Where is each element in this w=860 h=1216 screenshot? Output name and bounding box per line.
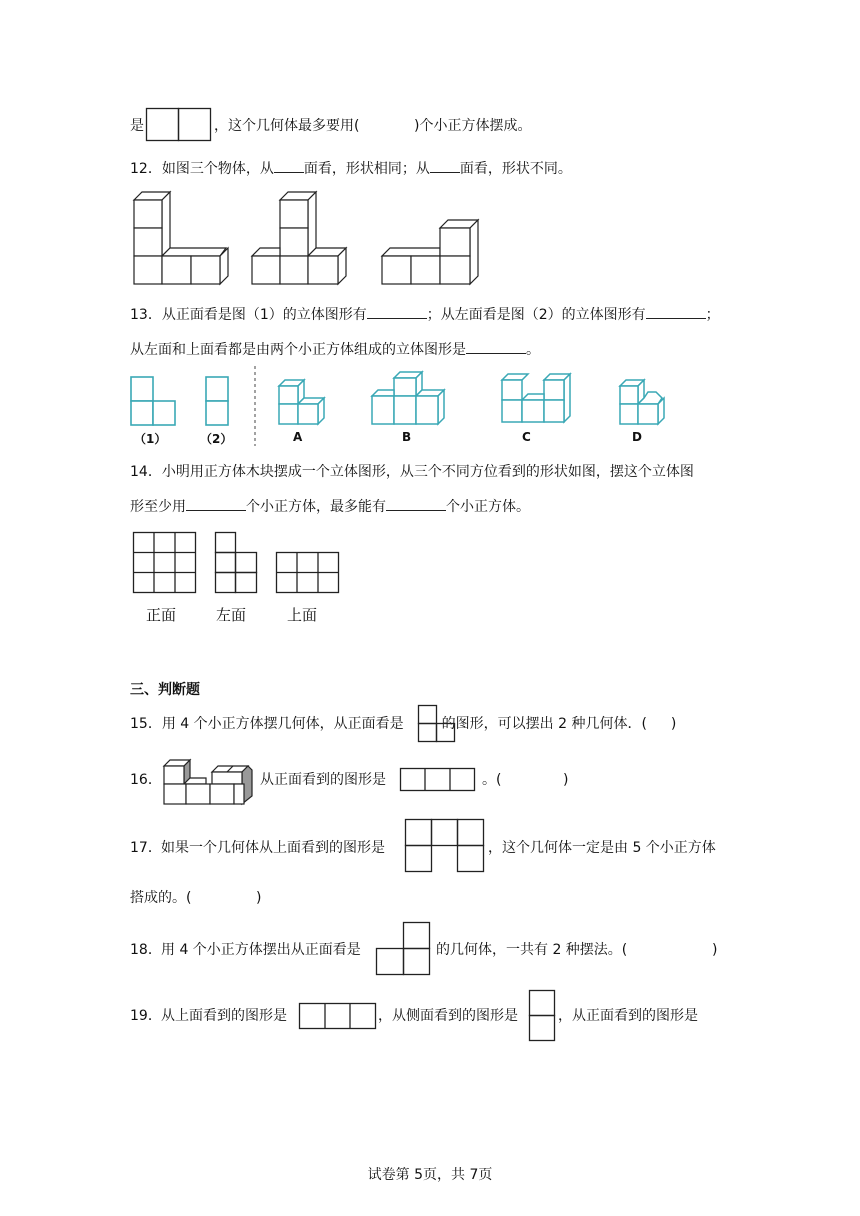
q12-text-c: 面看，形状不同。: [459, 161, 572, 177]
q13-label-b: B: [402, 430, 412, 444]
q17-text-b: ，这个几何体一定是由 5 个小正方体: [488, 840, 716, 856]
q14-caption-top: 上面: [287, 606, 318, 624]
q11-paren-close: )个小正方体摆成。: [414, 118, 532, 134]
q14-caption-front: 正面: [146, 606, 177, 624]
q14-number: 14．: [130, 464, 162, 480]
q16-text-a: 从正面看到的图形是: [260, 772, 386, 788]
q12-number: 12．: [130, 161, 162, 177]
q19-text-c: ，从正面看到的图形是: [558, 1008, 698, 1024]
q15-view-figure: [418, 705, 456, 743]
q13-line2-a: 从左面和上面看都是由两个小正方体组成的立体图形是: [130, 342, 466, 358]
q19-side-view-figure: [529, 990, 556, 1042]
q13-line1-c: ；: [705, 307, 720, 323]
q16-text-b: 。(: [482, 772, 502, 788]
q17-view-figure: [405, 819, 485, 873]
q11-prefix: 是: [130, 118, 144, 134]
q13-view-2: [205, 376, 235, 426]
q17-text-a: 如果一个几何体从上面看到的图形是: [161, 840, 385, 856]
q13-figure-c: [500, 372, 576, 428]
q12-question: [130, 158, 572, 179]
q19-number: 19．: [130, 1008, 162, 1024]
q15-text-b: 的图形，可以摆出 2 种几何体．(: [441, 716, 647, 732]
q14-line1: 小明用正方体木块摆成一个立体图形，从三个不同方位看到的形状如图，摆这个立体图: [161, 464, 694, 480]
q13-figure-a: [278, 376, 328, 428]
q15-number: 15．: [130, 716, 162, 732]
q15-text-c: ): [670, 716, 677, 732]
q16-number: 16．: [130, 772, 162, 788]
q19-top-view-figure: [299, 1003, 377, 1030]
q13-divider: [254, 366, 258, 446]
q13-line2-b: 。: [526, 342, 540, 358]
q13-number: 13．: [130, 307, 162, 323]
q14-caption-left: 左面: [216, 606, 247, 624]
q14-front-view: [133, 532, 197, 594]
q17-line-2: 搭成的。(: [130, 890, 192, 906]
q13-label-1: （1）: [134, 432, 167, 446]
q19-text-b: ，从侧面看到的图形是: [378, 1008, 518, 1024]
q14-line2-c: 个小正方体。: [446, 499, 530, 515]
q14-blank-1[interactable]: [186, 496, 246, 511]
q13-line1-a: 从正面看是图（1）的立体图形有: [161, 307, 367, 323]
q16-solid-figure: [162, 756, 256, 808]
q13-figure-b: [370, 370, 448, 428]
q12-text-b: 面看，形状相同；从: [303, 161, 430, 177]
q13-label-d: D: [632, 430, 642, 444]
q13-label-2: （2）: [200, 432, 233, 446]
q14-line-2: [130, 496, 530, 517]
q13-line-2: [130, 339, 540, 360]
q18-number: 18．: [130, 942, 162, 958]
q15-question: [130, 714, 676, 734]
q13-blank-1[interactable]: [367, 304, 427, 319]
q14-left-view: [215, 532, 259, 594]
q13-figure-d: [618, 378, 668, 428]
q12-figure-1: [130, 190, 234, 288]
q14-blank-2[interactable]: [386, 496, 446, 511]
q14-line2-b: 个小正方体，最多能有: [246, 499, 386, 515]
q11-text: ，这个几何体最多要用(: [214, 118, 360, 134]
q14-top-view: [276, 552, 340, 594]
q12-blank-2[interactable]: [430, 158, 460, 173]
q14-line-1: [130, 462, 694, 482]
q18-text-a: 用 4 个小正方体摆出从正面看是: [161, 942, 361, 958]
q16-view-figure: [400, 768, 476, 792]
q12-blank-1[interactable]: [274, 158, 304, 173]
q17-line-2-close: ): [256, 890, 262, 906]
q13-label-c: C: [522, 430, 531, 444]
section-heading: 三、判断题: [130, 682, 200, 698]
q11-view-figure: [146, 108, 212, 142]
q18-view-figure: [376, 922, 432, 976]
q13-view-1: [130, 376, 180, 426]
q17-number: 17．: [130, 840, 162, 856]
q12-text-a: 如图三个物体，从: [161, 161, 274, 177]
q14-line2-a: 形至少用: [130, 499, 186, 515]
q16-text-c: ): [563, 772, 569, 788]
q13-blank-3[interactable]: [466, 339, 526, 354]
q13-label-a: A: [293, 430, 303, 444]
q13-line1-b: ；从左面看是图（2）的立体图形有: [426, 307, 646, 323]
q13-blank-2[interactable]: [646, 304, 706, 319]
q12-figure-2: [250, 190, 354, 288]
q19-text-a: 从上面看到的图形是: [161, 1008, 287, 1024]
q18-text-c: ): [712, 942, 718, 958]
q12-figure-3: [380, 212, 484, 288]
q18-text-b: 的几何体，一共有 2 种摆法。(: [436, 942, 628, 958]
q15-text-a: 用 4 个小正方体摆几何体，从正面看是: [161, 716, 404, 732]
page-footer: 试卷第 5页，共 7页: [367, 1167, 493, 1183]
q13-line-1: [130, 304, 720, 325]
